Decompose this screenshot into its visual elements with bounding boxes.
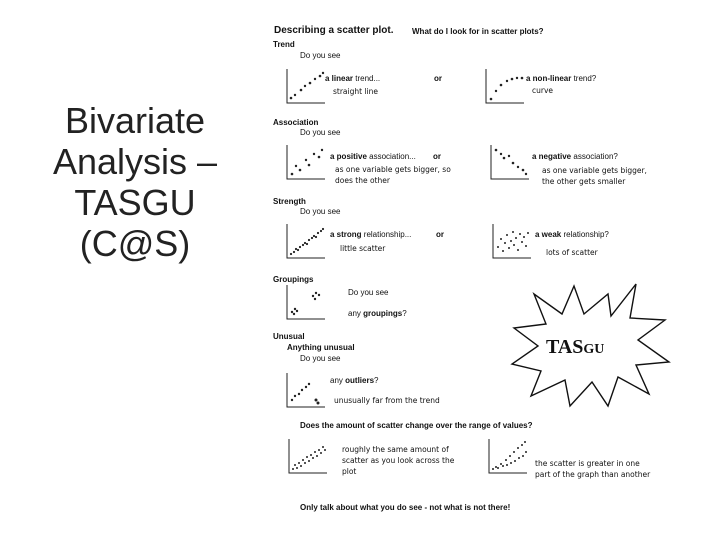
sheet-heading: Describing a scatter plot. [274,25,394,36]
linear-trend-plot [286,68,326,104]
positive-association-option [330,152,416,162]
negative-association-option [532,152,618,162]
nonlinear-trend-plot [485,68,525,104]
outliers-question-mark: ? [374,376,379,385]
section-label-unusual: Unusual [273,332,305,341]
outliers-term: outliers [345,376,375,385]
or-text: or [434,74,442,83]
do-you-see-text: Do you see [348,288,389,297]
title-line-1: Bivariate [64,100,206,141]
negative-association-plot [490,144,530,180]
groupings-question-lead: any [348,309,364,318]
do-you-see-text: Do you see [300,128,341,137]
tasgu-small: GU [583,342,605,357]
title-line-3: TASGU [74,182,196,223]
groupings-plot [286,284,326,320]
negative-association-note-2: the other gets smaller [542,177,626,186]
section-label-trend: Trend [273,40,295,49]
positive-association-note-1: as one variable gets bigger, so [335,165,451,174]
increasing-scatter-note-2: part of the graph than another [535,470,651,479]
groupings-question [348,309,407,319]
negative-association-suffix: association? [571,152,618,161]
weak-relationship-term: a weak [535,230,562,239]
linear-trend-term: a linear [325,74,354,83]
sheet-subheading: What do I look for in scatter plots? [412,27,544,36]
positive-association-suffix: association... [366,152,416,161]
outliers-plot [286,372,326,408]
strong-relationship-plot [286,223,326,259]
do-you-see-text: Do you see [300,51,341,60]
strong-relationship-term: a strong [330,230,362,239]
increasing-scatter-note-1: the scatter is greater in one [535,459,640,468]
weak-relationship-option [535,230,609,240]
scatter-plot-worksheet [270,16,682,522]
tasgu-badge [508,280,672,410]
or-text: or [436,230,444,239]
weak-relationship-suffix: relationship? [561,230,609,239]
linear-trend-suffix: trend... [353,74,381,83]
strong-relationship-note: little scatter [340,244,386,253]
title-line-4: (C@S) [79,223,191,264]
groupings-term: groupings [363,309,403,318]
increasing-scatter-plot [488,438,528,474]
constant-scatter-note-3: plot [342,467,357,476]
tasgu-main: TAS [546,336,584,358]
positive-association-term: a positive [330,152,367,161]
slide-title [30,100,240,264]
linear-trend-note: straight line [333,87,378,96]
anything-unusual-heading: Anything unusual [287,343,355,352]
section-label-groupings: Groupings [273,275,314,284]
negative-association-note-1: as one variable gets bigger, [542,166,647,175]
title-line-2: Analysis – [52,141,218,182]
strong-relationship-option [330,230,411,240]
constant-scatter-note-1: roughly the same amount of [342,445,449,454]
do-you-see-text: Do you see [300,207,341,216]
outliers-note: unusually far from the trend [334,396,440,405]
positive-association-note-2: does the other [335,176,390,185]
linear-trend-option [325,74,380,84]
do-you-see-text: Do you see [300,354,341,363]
strong-relationship-suffix: relationship... [361,230,412,239]
constant-scatter-note-2: scatter as you look across the [342,456,455,465]
nonlinear-trend-note: curve [532,86,554,95]
tasgu-logo-text [546,336,604,359]
weak-relationship-plot [492,223,532,259]
section-label-strength: Strength [273,197,306,206]
outliers-question [330,376,378,386]
or-text: or [433,152,441,161]
section-label-association: Association [273,118,319,127]
nonlinear-trend-suffix: trend? [571,74,597,83]
positive-association-plot [286,144,326,180]
weak-relationship-note: lots of scatter [546,248,598,257]
scatter-change-question: Does the amount of scatter change over the range of values? [300,421,533,430]
groupings-question-mark: ? [402,309,407,318]
constant-scatter-plot [288,438,328,474]
nonlinear-trend-term: a non-linear [526,74,572,83]
nonlinear-trend-option [526,74,596,84]
negative-association-term: a negative [532,152,572,161]
worksheet-footer: Only talk about what you do see - not what is not there! [300,503,511,512]
outliers-question-lead: any [330,376,346,385]
